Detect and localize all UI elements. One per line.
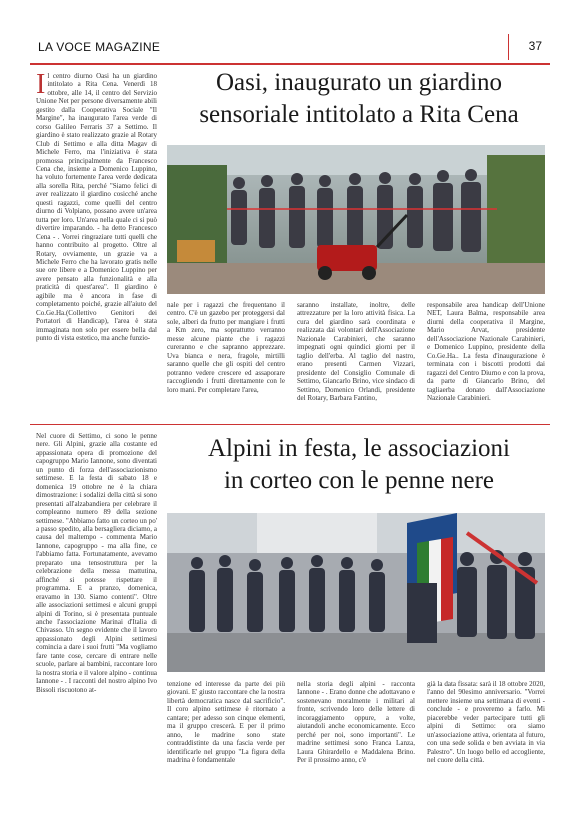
article2-text-b3: già la data fissata: sarà il 18 ottobre 2020, l'anno del 90esimo anniversario. "Vorrei mettere insieme una settimana di eventi - conclude - e proveremo a farlo. Mi piacerebbe veder partecipare tutti gli alpini di Settimo: ora siamo un'associazione attiva, orientata al futuro, con una sede solida e ben avviata in via Palestro". Un luogo bello ed accogliente, nel cuore della città. xyxy=(427,680,545,765)
article2-column-b3 xyxy=(427,680,545,810)
article1-text-b2: saranno installate, inoltre, delle attrezzature per la loro attività fisica. La cura del giardino sarà coordinata e realizzata dai volontari dell'Associazione Nazionale Carabinieri, che saranno impegnati ogni quindici giorni per il taglio dell'erba. Al taglio del nastro, erano presenti Carmen Vizzari, presidente del Consiglio Comunale di Settimo, Giancarlo Brino, vice sindaco di Settimo, Domenico Orlandi, presidente del Rotary, Barbara Fantino, xyxy=(297,301,415,402)
article1-column-left xyxy=(36,72,157,412)
article2-title-line1: Alpini in festa, le associazioni xyxy=(207,435,510,462)
article1-column-b2 xyxy=(297,301,415,416)
page-header xyxy=(30,34,550,64)
article1-text-b3: responsabile area handicap dell'Unione NET, Laura Balma, responsabile area diurni della cooperativa il Margine, Mario Arvat, presidente dell'Associazione Nazionale Carabinieri, e Domenico Luppino, presidente della Co.Ge.Ha.. La festa d'inaugurazione è terminata con i biscotti prodotti dai ragazzi del Centro Diurno e con la prova, da parte di Giancarlo Brino, del tagliaerba donato dall'Associazione Nazionale Carabinieri. xyxy=(427,301,545,402)
magazine-name: LA VOCE MAGAZINE xyxy=(38,40,161,54)
article2-column-left xyxy=(36,432,157,810)
article2-text-left: Nel cuore di Settimo, ci sono le penne nere. Gli Alpini, grazie alla costante ed appassionata opera di promozione del capogruppo Mario Iannone, sono diventati un punto di forza dell'associazionismo settimese. E la festa di sabato 18 e domenica 19 ottobre ne è la chiara dimostrazione: i sodalizi della città si sono presentati all'alzabandiera per celebrare il compleanno numero 89 della sezione settimese. "Abbiamo fatto un corteo un po' a passo spedito, alla bersagliera diciamo, a causa del maltempo - commenta Mario Iannone, capogruppo - ma alla fine, ce l'abbiamo fatta. Fortunatamente, avevamo preparato una tensostruttura per la celebrazione della messa mattutina, affinché si potesse rispettare il programma. E a pranzo, domenica, eravamo in 130. Siamo contenti". Oltre alle associazioni settimesi e alcuni gruppi alpini di Torino, si è presentata puntuale anche l'associazione Marinai d'Italia di Chivasso. Un segno evidente che il lavoro appassionato degli Alpini settimesi comincia a dare i suoi frutti "Ma vogliamo fare tante cose, cercare di entrare nelle scuole, parlare ai bambini, raccontare loro la nostra storia e il valore alpino - continua Iannone - . I racconti del nostro alpino Ivo Bissoli riscuotono at- xyxy=(36,432,157,694)
article1-photo xyxy=(167,145,545,294)
article1-column-b1 xyxy=(167,301,285,416)
article1-title-line1: Oasi, inaugurato un giardino xyxy=(215,69,503,96)
header-rule xyxy=(30,63,550,65)
article-separator xyxy=(30,424,550,425)
article1-title-line2: sensoriale intitolato a Rita Cena xyxy=(199,101,519,128)
article1-text-left: l centro diurno Oasi ha un giardino intitolato a Rita Cena. Venerdì 18 ottobre, alle 14, il centro del Servizio Unione Net per persone diversamente abili gestito dalla Cooperativa Sociale "Il Margine", ha inaugurato l'area verde di corso Galileo Ferraris 37 a Settimo. Il giardino è stato realizzato grazie al Rotary Club di Settimo e alla ditta Magav di Michele Ferro, ma l'iniziativa è stata promossa principalmente da Francesco Cena che, insieme a Domenico Luppino, ha voluto fortemente l'area verde dedicata alla sorella Rita, perché "Siamo felici di aver realizzato il giardino cosicché anche questi ragazzi, come quelli del centro diurno di Volpiano, possano avere un'area tutta per loro. Un'area nella quale ci si può divertire imparando. - ha detto Francesco Cena - . Vorrei ringraziare tutti quelli che hanno contribuito al progetto. Oltre al Rotary, ovviamente, un grazie va a Michele Ferro che ha lavorato gratis nelle sue ore libere e a Domenico Luppino per avere pensato alla funzionalità e alla praticità di quest'area". Il giardino è agibile ma è ancora in fase di completamento poiché, grazie all'aiuto del Co.Ge.Ha.(Collettivo Genitori dei Portatori di Handicap), l'area è stata immaginata non solo per essere bella dal punto di vista estetico, ma anche funzio- xyxy=(36,72,157,343)
article2-title-line2: in corteo con le penne nere xyxy=(223,467,494,494)
article2-photo xyxy=(167,513,545,672)
article1-title xyxy=(167,67,551,131)
page-number: 37 xyxy=(528,39,542,53)
article2-text-b1: tenzione ed interesse da parte dei più giovani. E' giusto raccontare che la nostra libertà democratica nasce dal sacrificio". Il coro alpino settimese è ritornato a cantare; per adesso son cinque elementi, ma il gruppo crescerà. E per il primo anno, le madrine sono state contraddistinte da una fascia verde per identificarle nel gruppo "La figura della madrina è fondamentale xyxy=(167,680,285,765)
header-divider xyxy=(508,34,509,60)
article2-column-b2 xyxy=(297,680,415,810)
article1-column-b3 xyxy=(427,301,545,416)
article2-column-b1 xyxy=(167,680,285,810)
article1-text-b1: nale per i ragazzi che frequentano il centro. C'è un gazebo per proteggersi dal sole, alberi da frutto per mangiare i frutti a Km zero, ma soprattutto verranno messe alcune piante che i ragazzi cureranno e che sapranno apprezzare. Uva bianca e nera, fragole, mirtilli saranno quelle che gli ospiti del centro potranno vedere crescere ed assaporare raccogliendo i frutti direttamente con le loro mani. Per completare l'area, xyxy=(167,301,285,394)
article2-title xyxy=(167,433,551,497)
article2-text-b2: nella storia degli alpini - racconta Iannone - . Erano donne che adottavano e sostenevano moralmente i militari al fronte, scrivendo loro delle lettere di incoraggiamento oppure, a volte, aiutandoli anche economicamente. Ecco perché per noi, sono importanti". Le madrine settimesi sono Franca Lanza, Laura Ghirardello e Maddalena Brino. Per il prossimo anno, c'è xyxy=(297,680,415,765)
article1-dropcap: I xyxy=(36,72,46,100)
